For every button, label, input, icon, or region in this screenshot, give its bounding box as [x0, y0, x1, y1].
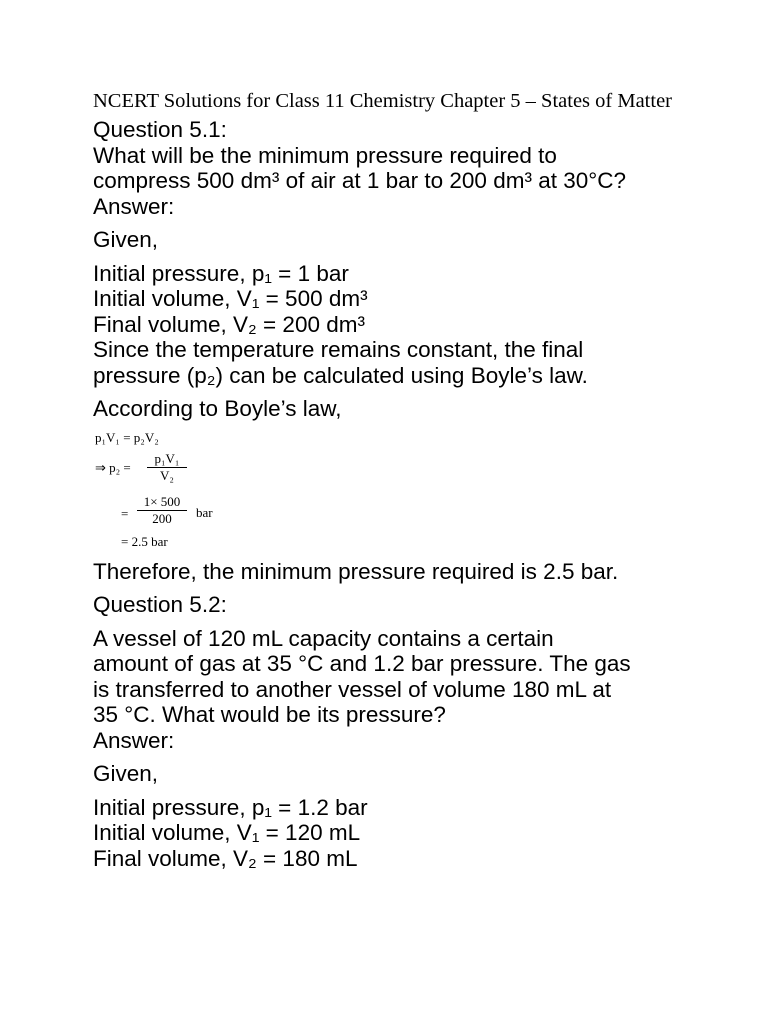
conclusion: Therefore, the minimum pressure required is 2.5 bar. [93, 558, 619, 584]
boyles-law-formula [93, 425, 221, 553]
given-label: Given, [93, 761, 159, 786]
law-statement: According to Boyle’s law, [93, 396, 342, 421]
question-text-line: A vessel of 120 mL capacity contains a certain [93, 625, 554, 651]
given-initial-pressure: Initial pressure, p₁ = 1.2 bar [93, 794, 368, 820]
question-text-line: amount of gas at 35 °C and 1.2 bar pressure. The gas [93, 651, 631, 676]
fraction-denominator: V₂ [160, 467, 174, 483]
formula-line-1: p₁V₁ = p₂V₂ [95, 429, 159, 445]
fraction-numerator: 1× 500 [143, 493, 181, 509]
answer-label: Answer: [93, 193, 175, 219]
document-page [93, 88, 743, 871]
formula-fraction-symbolic [147, 452, 187, 483]
given-label: Given, [93, 227, 159, 252]
answer-label: Answer: [93, 727, 175, 753]
question-text-line: compress 500 dm³ of air at 1 bar to 200 dm³ at 30°C? [93, 168, 627, 193]
explanation-line: pressure (p₂) can be calculated using Boyle’s law. [93, 362, 588, 388]
question-text-line: What will be the minimum pressure required to [93, 142, 557, 168]
formula-line-2-lhs: ⇒ p₂ = [95, 459, 131, 475]
formula-unit: bar [196, 504, 213, 520]
document-title: NCERT Solutions for Class 11 Chemistry Chapter 5 – States of Matter [93, 90, 672, 112]
question-heading: Question 5.1: [93, 117, 227, 142]
question-heading: Question 5.2: [93, 592, 227, 617]
question-text-line: is transferred to another vessel of volume 180 mL at [93, 676, 612, 702]
given-initial-volume: Initial volume, V₁ = 120 mL [93, 820, 361, 845]
fraction-numerator: p₁V₁ [154, 450, 180, 466]
formula-line-3-eq: = [121, 505, 129, 521]
formula-line-4: = 2.5 bar [121, 533, 168, 549]
question-text-line: 35 °C. What would be its pressure? [93, 702, 446, 727]
fraction-denominator: 200 [152, 510, 172, 526]
formula-fraction-numeric [137, 495, 187, 526]
given-final-volume: Final volume, V₂ = 180 mL [93, 845, 358, 871]
given-initial-pressure: Initial pressure, p₁ = 1 bar [93, 260, 349, 286]
explanation-line: Since the temperature remains constant, the final [93, 337, 584, 362]
given-initial-volume: Initial volume, V₁ = 500 dm³ [93, 286, 368, 311]
given-final-volume: Final volume, V₂ = 200 dm³ [93, 311, 365, 337]
